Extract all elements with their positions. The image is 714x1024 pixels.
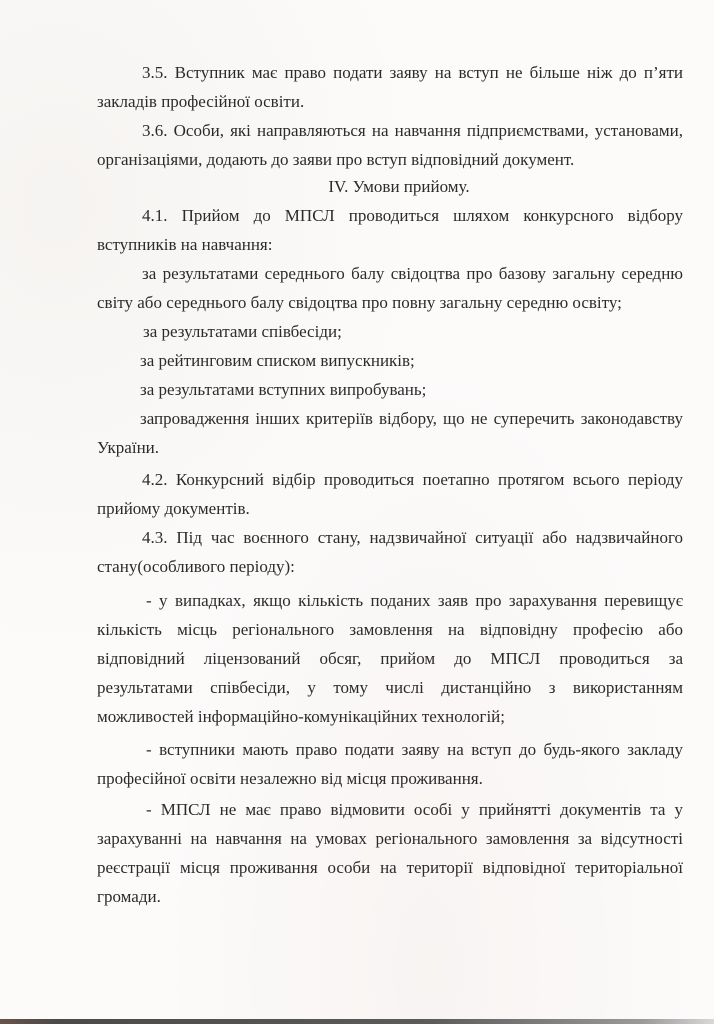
- bullet-3-line-1: - МПСЛ не має право відмовити особі у прийнятті документів та у: [146, 800, 683, 819]
- paragraph-3-5-line-2: закладів професійної освіти.: [97, 92, 305, 111]
- bullet-2-line-2: професійної освіти незалежно від місця проживання.: [97, 769, 483, 788]
- criteria-item-1-line-1: за результатами середнього балу свідоцтва про базову загальну середню: [142, 264, 683, 283]
- paragraph-4-2-line-1: 4.2. Конкурсний відбір проводиться поетапно протягом всього періоду: [142, 470, 683, 489]
- criteria-item-5-line-2: України.: [97, 438, 160, 457]
- section-heading: IV. Умови прийому.: [328, 177, 470, 196]
- criteria-item-3: за рейтинговим списком випускників;: [140, 351, 415, 370]
- paragraph-4-2-line-2: прийому документів.: [97, 499, 250, 518]
- bullet-3-line-3: реєстрації місця проживання особи на території відповідної територіальної: [97, 858, 683, 877]
- bullet-3-line-2: зарахуванні на навчання на умовах регіонального замовлення за відсутності: [97, 829, 683, 848]
- bullet-3-line-4: громади.: [97, 887, 161, 906]
- bullet-1-line-1: - у випадках, якщо кількість поданих заяв про зарахування перевищує: [146, 591, 683, 610]
- paragraph-3-6-line-2: організаціями, додають до заяви про вступ відповідний документ.: [97, 150, 575, 169]
- paragraph-4-3-line-2: стану(особливого періоду):: [97, 557, 295, 576]
- criteria-item-4: за результатами вступних випробувань;: [140, 380, 427, 399]
- paragraph-4-1-line-1: 4.1. Прийом до МПСЛ проводиться шляхом конкурсного відбору: [142, 206, 683, 225]
- paragraph-3-6-line-1: 3.6. Особи, які направляються на навчання підприємствами, установами,: [142, 121, 683, 140]
- paragraph-4-1-line-2: вступників на навчання:: [97, 235, 273, 254]
- paragraph-4-3-line-1: 4.3. Під час воєнного стану, надзвичайної ситуації або надзвичайного: [142, 528, 683, 547]
- paragraph-3-5-line-1: 3.5. Вступник має право подати заяву на вступ не більше ніж до п’яти: [142, 63, 683, 82]
- scanner-edge: [0, 1019, 714, 1024]
- criteria-item-5-line-1: запровадження інших критеріїв відбору, що не суперечить законодавству: [140, 409, 683, 428]
- bullet-1-line-3: відповідний ліцензований обсяг, прийом до МПСЛ проводиться за: [97, 649, 683, 668]
- criteria-item-2: за результатами співбесіди;: [143, 322, 342, 341]
- bullet-1-line-4: результатами співбесіди, у тому числі дистанційно з використанням: [97, 678, 683, 697]
- bullet-2-line-1: - вступники мають право подати заяву на вступ до будь-якого закладу: [146, 740, 683, 759]
- bullet-1-line-2: кількість місць регіонального замовлення на відповідну професію або: [97, 620, 683, 639]
- criteria-item-1-line-2: світу або середнього балу свідоцтва про повну загальну середню освіту;: [97, 293, 622, 312]
- bullet-1-line-5: можливостей інформаційно-комунікаційних технологій;: [97, 707, 505, 726]
